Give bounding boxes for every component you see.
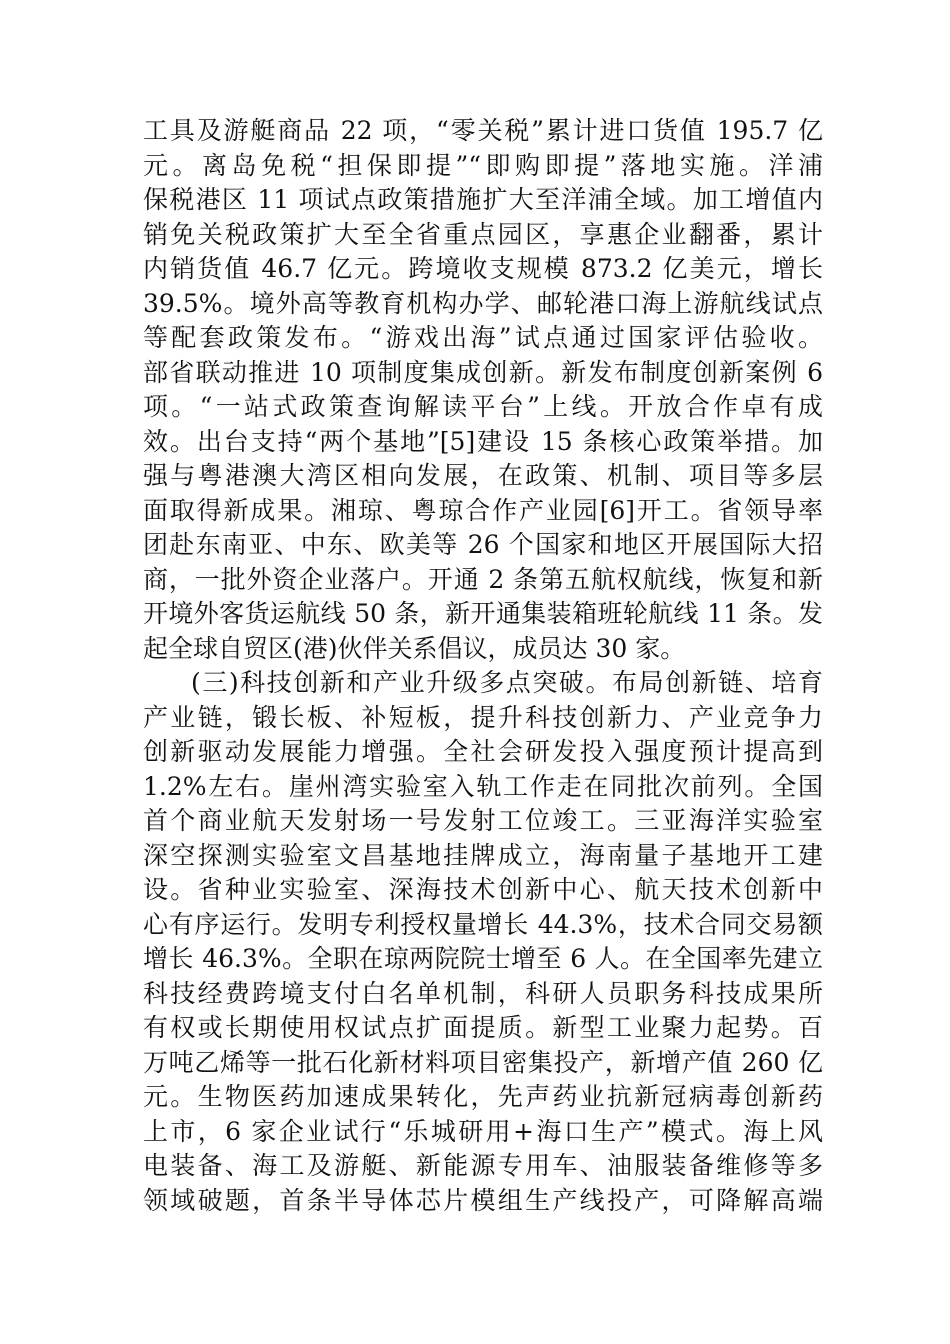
text-line: 强与粤港澳大湾区相向发展，在政策、机制、项目等多层 — [143, 461, 823, 490]
text-line: 工具及游艇商品 22 项，“零关税”累计进口货值 195.7 亿 — [143, 116, 823, 145]
text-line: 团赴东南亚、中东、欧美等 26 个国家和地区开展国际大招 — [143, 530, 823, 559]
text-line: 产业链，锻长板、补短板，提升科技创新力、产业竞争力 — [143, 702, 823, 732]
text-line: 起全球自贸区(港)伙伴关系倡议，成员达 30 家。 — [143, 633, 686, 663]
text-line: 元。离岛免税“担保即提”“即购即提”落地实施。洋浦 — [143, 150, 823, 180]
text-line: 创新驱动发展能力增强。全社会研发投入强度预计提高到 — [143, 737, 823, 766]
text-line: 面取得新成果。湘琼、粤琼合作产业园[6]开工。省领导率 — [143, 495, 823, 525]
text-line: 开境外客货运航线 50 条，新开通集装箱班轮航线 11 条。发 — [143, 599, 823, 628]
text-line: 商，一批外资企业落户。开通 2 条第五航权航线，恢复和新 — [143, 564, 823, 594]
text-line: 保税港区 11 项试点政策措施扩大至洋浦全域。加工增值内 — [143, 185, 823, 214]
text-line: 有权或长期使用权试点扩面提质。新型工业聚力起势。百 — [143, 1013, 823, 1042]
text-line: 心有序运行。发明专利授权量增长 44.3%，技术合同交易额 — [143, 909, 823, 939]
text-line: 设。省种业实验室、深海技术创新中心、航天技术创新中 — [143, 875, 823, 904]
text-line: 项。“一站式政策查询解读平台”上线。开放合作卓有成 — [143, 392, 823, 421]
text-line: 首个商业航天发射场一号发射工位竣工。三亚海洋实验室 — [143, 806, 823, 835]
text-line: (三)科技创新和产业升级多点突破。布局创新链、培育 — [191, 668, 823, 697]
text-line: 等配套政策发布。“游戏出海”试点通过国家评估验收。 — [143, 323, 823, 352]
text-line: 效。出台支持“两个基地”[5]建设 15 条核心政策举措。加 — [143, 426, 823, 456]
text-line: 元。生物医药加速成果转化，先声药业抗新冠病毒创新药 — [143, 1082, 823, 1111]
text-line: 深空探测实验室文昌基地挂牌成立，海南量子基地开工建 — [143, 840, 823, 870]
text-line: 内销货值 46.7 亿元。跨境收支规模 873.2 亿美元，增长 — [143, 254, 823, 283]
text-line: 39.5%。境外高等教育机构办学、邮轮港口海上游航线试点 — [143, 288, 823, 318]
body-text — [143, 114, 823, 1218]
text-line: 领域破题，首条半导体芯片模组生产线投产，可降解高端 — [143, 1185, 823, 1215]
text-line: 增长 46.3%。全职在琼两院院士增至 6 人。在全国率先建立 — [143, 944, 823, 973]
text-line: 销免关税政策扩大至全省重点园区，享惠企业翻番，累计 — [143, 219, 823, 249]
text-line: 万吨乙烯等一批石化新材料项目密集投产，新增产值 260 亿 — [143, 1047, 823, 1077]
text-line: 科技经费跨境支付白名单机制，科研人员职务科技成果所 — [143, 978, 823, 1008]
text-line: 部省联动推进 10 项制度集成创新。新发布制度创新案例 6 — [143, 357, 823, 387]
text-line: 上市，6 家企业试行“乐城研用+海口生产”模式。海上风 — [143, 1116, 823, 1146]
text-line: 1.2%左右。崖州湾实验室入轨工作走在同批次前列。全国 — [143, 771, 823, 801]
text-line: 电装备、海工及游艇、新能源专用车、油服装备维修等多 — [143, 1151, 823, 1180]
